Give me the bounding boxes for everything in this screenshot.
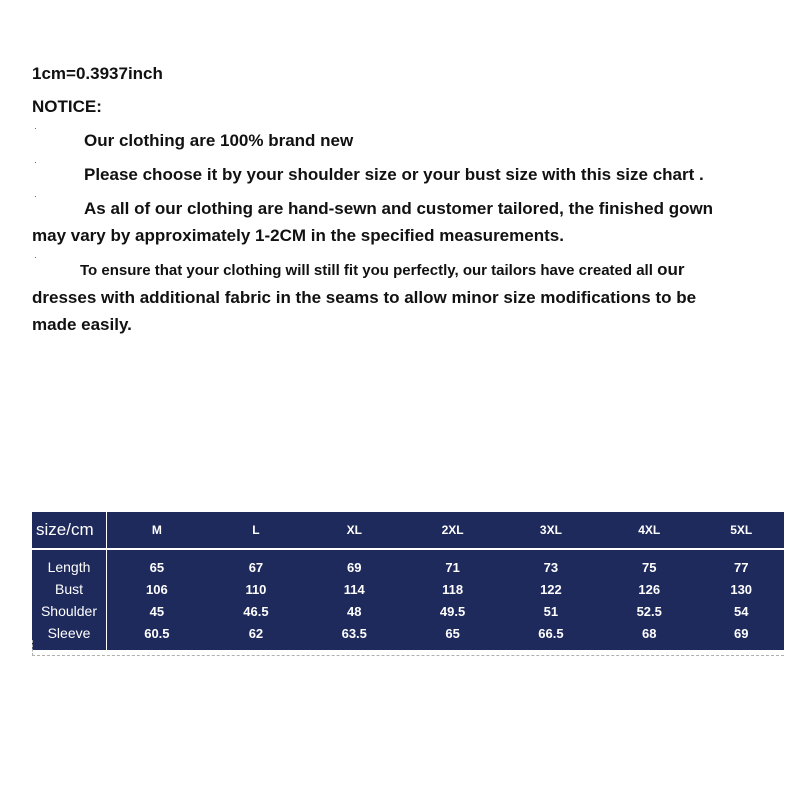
- table-cell: 65: [149, 559, 165, 575]
- bullet-dot: ·: [34, 252, 37, 262]
- row-label-length: Length: [32, 549, 107, 578]
- size-header-2xl: 2XL: [403, 512, 501, 549]
- row-label-bust: Bust: [32, 578, 107, 600]
- table-cell: 77: [733, 559, 749, 575]
- size-header-xl: XL: [305, 512, 403, 549]
- table-cell: 122: [540, 581, 562, 597]
- table-cell: 48: [347, 603, 362, 619]
- table-cell: 67: [248, 559, 264, 575]
- bullet-dot: ·: [34, 123, 37, 133]
- table-row: [32, 549, 784, 578]
- table-cell: 130: [730, 581, 753, 597]
- table-cell: 45: [149, 603, 165, 619]
- table-cell: 49.5: [439, 603, 466, 619]
- notice-item-continuation: may vary by approximately 1-2CM in the specified measurements.: [32, 226, 564, 245]
- size-header-4xl: 4XL: [600, 512, 698, 549]
- table-cell: 114: [343, 581, 365, 597]
- notice-item: [32, 252, 772, 338]
- notice-item-text: Please choose it by your shoulder size or your bust size with this size chart .: [84, 165, 704, 184]
- size-header-l: L: [207, 512, 305, 549]
- bullet-dot: ·: [34, 191, 37, 201]
- notice-section: [32, 60, 772, 345]
- table-cell: 126: [638, 581, 661, 597]
- size-header-m: M: [107, 512, 207, 549]
- size-chart: [32, 512, 784, 650]
- notice-item: [32, 191, 772, 249]
- dashed-border-left: [32, 640, 33, 656]
- table-cell: 46.5: [243, 603, 269, 619]
- size-chart-table: [32, 512, 784, 650]
- notice-item-tail: our: [657, 260, 685, 279]
- notice-item-line: [32, 256, 772, 284]
- notice-item: [32, 123, 772, 154]
- table-cell: 75: [642, 559, 657, 575]
- table-cell: 60.5: [144, 625, 170, 641]
- dashed-divider: [32, 655, 784, 656]
- size-header-5xl: 5XL: [698, 512, 784, 549]
- table-row: [32, 578, 784, 600]
- notice-item-text: To ensure that your clothing will still fit you perfectly, our tailors have created all: [80, 262, 653, 279]
- table-cell: 69: [347, 559, 362, 575]
- table-cell: 106: [146, 581, 168, 597]
- notice-item-continuation: dresses with additional fabric in the seams to allow minor size modifications to be: [32, 288, 697, 307]
- row-label-shoulder: Shoulder: [32, 600, 107, 622]
- table-cell: 65: [445, 625, 460, 641]
- size-header-3xl: 3XL: [502, 512, 600, 549]
- table-cell: 51: [543, 603, 559, 619]
- bullet-dot: ·: [34, 157, 37, 167]
- table-cell: 68: [642, 625, 657, 641]
- table-cell: 110: [245, 581, 267, 597]
- table-cell: 54: [733, 603, 749, 619]
- notice-item-text: As all of our clothing are hand-sewn and customer tailored, the finished gown: [84, 199, 714, 218]
- size-header-row: [32, 512, 784, 549]
- table-cell: 63.5: [341, 625, 367, 641]
- table-cell: 66.5: [538, 625, 564, 641]
- table-row: [32, 600, 784, 622]
- table-row: [32, 622, 784, 650]
- notice-item: [32, 157, 772, 188]
- table-cell: 69: [733, 625, 749, 641]
- corner-label: size/cm: [32, 512, 107, 549]
- notice-item-continuation: made easily.: [32, 315, 132, 334]
- table-cell: 118: [442, 581, 464, 597]
- unit-conversion: 1cm=0.3937inch: [32, 64, 163, 83]
- notice-heading: NOTICE:: [32, 97, 102, 116]
- row-label-sleeve: Sleeve: [32, 622, 107, 650]
- table-cell: 62: [248, 625, 264, 641]
- table-cell: 73: [543, 559, 559, 575]
- table-cell: 71: [445, 559, 460, 575]
- table-cell: 52.5: [636, 603, 662, 619]
- notice-item-text: Our clothing are 100% brand new: [84, 131, 354, 150]
